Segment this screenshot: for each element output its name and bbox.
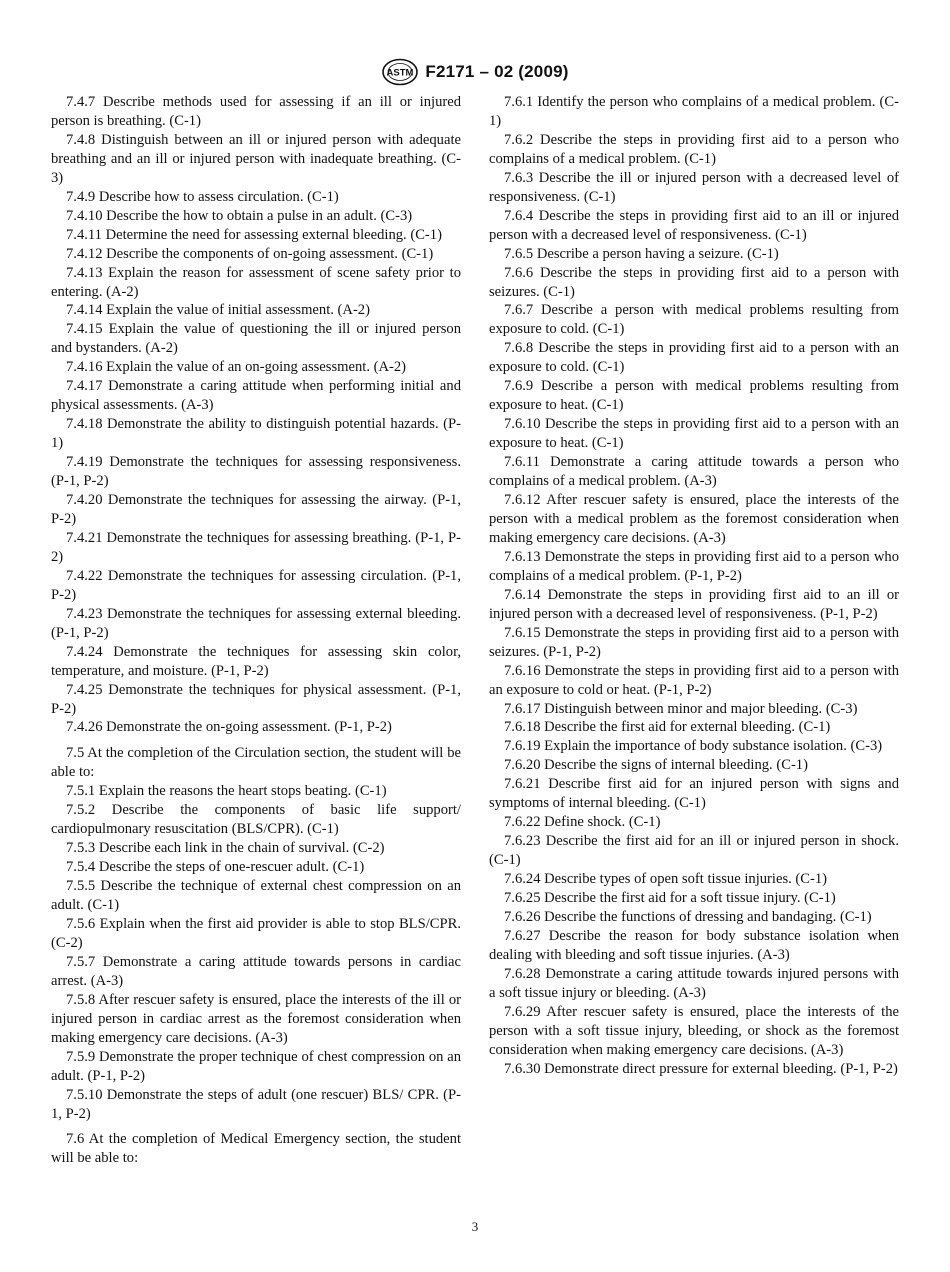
clause-paragraph: 7.6.26 Describe the functions of dressing and bandaging. (C-1) [504, 908, 872, 925]
clause-paragraph: 7.6.29 After rescuer safety is ensured, place the interests of the person with a soft tissue injury, bleeding, or shock as the foremost consideration when making emergency care decisions. (A-3) [489, 1003, 899, 1058]
standard-designation: F2171 – 02 (2009) [425, 62, 569, 81]
clause-paragraph: 7.5.3 Describe each link in the chain of survival. (C-2) [66, 840, 385, 857]
clause-paragraph: 7.5 At the completion of the Circulation section, the student will be able to: [51, 745, 461, 781]
clause-paragraph: 7.4.16 Explain the value of an on-going assessment. (A-2) [66, 359, 407, 376]
clause-paragraph: 7.6.7 Describe a person with medical problems resulting from exposure to cold. (C-1) [489, 302, 899, 338]
clause-paragraph: 7.5.8 After rescuer safety is ensured, place the interests of the ill or injured person in cardiac arrest as the foremost consideration when making emergency care decisions. (A-3) [51, 991, 461, 1046]
clause-paragraph: 7.5.7 Demonstrate a caring attitude towards persons in cardiac arrest. (A-3) [51, 953, 461, 989]
clause-paragraph: 7.4.24 Demonstrate the techniques for assessing skin color, temperature, and moisture. (P-1, P-2) [51, 643, 461, 679]
clause-paragraph: 7.6.30 Demonstrate direct pressure for external bleeding. (P-1, P-2) [504, 1060, 898, 1077]
clause-paragraph: 7.4.23 Demonstrate the techniques for assessing external bleeding. (P-1, P-2) [51, 605, 461, 641]
clause-paragraph: 7.6.4 Describe the steps in providing first aid to an ill or injured person with a decreased level of responsiveness. (C-1) [489, 207, 899, 243]
clause-paragraph: 7.6.1 Identify the person who complains of a medical problem. (C-1) [489, 94, 899, 129]
clause-paragraph: 7.4.7 Describe methods used for assessing if an ill or injured person is breathing. (C-1) [51, 94, 461, 129]
clause-paragraph: 7.6.6 Describe the steps in providing first aid to a person with seizures. (C-1) [489, 264, 899, 300]
clause-paragraph: 7.4.25 Demonstrate the techniques for physical assessment. (P-1, P-2) [51, 681, 461, 717]
clause-paragraph: 7.6.23 Describe the first aid for an ill or injured person in shock. (C-1) [489, 833, 899, 869]
clause-paragraph: 7.4.14 Explain the value of initial assessment. (A-2) [66, 302, 370, 319]
clause-paragraph: 7.4.8 Distinguish between an ill or injured person with adequate breathing and an ill or injured person with inadequate breathing. (C-3) [51, 131, 461, 186]
clause-paragraph: 7.5.2 Describe the components of basic life support/ cardiopulmonary resuscitation (BLS/CPR). (C-1) [51, 802, 461, 838]
clause-paragraph: 7.6.22 Define shock. (C-1) [504, 814, 661, 831]
page-header [0, 56, 950, 88]
clause-paragraph: 7.6.9 Describe a person with medical problems resulting from exposure to heat. (C-1) [489, 378, 899, 414]
astm-logo [381, 58, 419, 86]
clause-paragraph: 7.6.28 Demonstrate a caring attitude towards injured persons with a soft tissue injury or bleeding. (A-3) [489, 965, 899, 1001]
clause-paragraph: 7.6.13 Demonstrate the steps in providing first aid to a person who complains of a medical problem. (P-1, P-2) [489, 548, 899, 584]
clause-paragraph: 7.6.10 Describe the steps in providing first aid to a person with an exposure to heat. (C-1) [489, 416, 899, 452]
clause-paragraph: 7.6.16 Demonstrate the steps in providing first aid to a person with an exposure to cold or heat. (P-1, P-2) [489, 662, 899, 698]
clause-paragraph: 7.4.21 Demonstrate the techniques for assessing breathing. (P-1, P-2) [51, 529, 461, 565]
clause-paragraph: 7.4.20 Demonstrate the techniques for assessing the airway. (P-1, P-2) [51, 492, 461, 527]
clause-paragraph: 7.4.26 Demonstrate the on-going assessment. (P-1, P-2) [66, 719, 392, 736]
clause-paragraph: 7.6.5 Describe a person having a seizure. (C-1) [504, 245, 779, 262]
clause-paragraph: 7.6.20 Describe the signs of internal bleeding. (C-1) [504, 757, 808, 774]
clause-paragraph: 7.4.19 Demonstrate the techniques for assessing responsiveness. (P-1, P-2) [51, 454, 461, 490]
clause-paragraph: 7.4.12 Describe the components of on-going assessment. (C-1) [66, 245, 434, 262]
clause-paragraph: 7.5.4 Describe the steps of one-rescuer adult. (C-1) [66, 859, 365, 876]
clause-paragraph: 7.6.2 Describe the steps in providing first aid to a person who complains of a medical problem. (C-1) [489, 131, 899, 167]
clause-paragraph: 7.4.9 Describe how to assess circulation. (C-1) [66, 188, 339, 205]
page-number: 3 [471, 1219, 479, 1234]
clause-paragraph: 7.4.22 Demonstrate the techniques for assessing circulation. (P-1, P-2) [51, 567, 461, 603]
clause-paragraph: 7.5.5 Describe the technique of external chest compression on an adult. (C-1) [51, 878, 461, 914]
clause-paragraph: 7.6.8 Describe the steps in providing first aid to a person with an exposure to cold. (C-1) [489, 340, 899, 376]
clause-paragraph: 7.4.17 Demonstrate a caring attitude when performing initial and physical assessments. (A-3) [51, 378, 461, 414]
clause-paragraph: 7.4.15 Explain the value of questioning the ill or injured person and bystanders. (A-2) [51, 321, 461, 357]
right-column [489, 93, 899, 1079]
clause-paragraph: 7.4.13 Explain the reason for assessment of scene safety prior to entering. (A-2) [51, 264, 461, 300]
clause-paragraph: 7.6.3 Describe the ill or injured person with a decreased level of responsiveness. (C-1) [489, 169, 899, 205]
clause-paragraph: 7.6.18 Describe the first aid for external bleeding. (C-1) [504, 719, 831, 736]
clause-paragraph: 7.6.17 Distinguish between minor and major bleeding. (C-3) [504, 700, 858, 717]
clause-paragraph: 7.6.19 Explain the importance of body substance isolation. (C-3) [504, 738, 883, 755]
clause-paragraph: 7.5.9 Demonstrate the proper technique of chest compression on an adult. (P-1, P-2) [51, 1048, 461, 1084]
clause-paragraph: 7.4.18 Demonstrate the ability to distinguish potential hazards. (P-1) [51, 416, 461, 452]
clause-paragraph: 7.5.10 Demonstrate the steps of adult (one rescuer) BLS/ CPR. (P-1, P-2) [51, 1086, 461, 1122]
logo-text: ASTM [386, 67, 414, 79]
clause-paragraph: 7.4.11 Determine the need for assessing external bleeding. (C-1) [66, 226, 442, 243]
clause-paragraph: 7.6.15 Demonstrate the steps in providing first aid to a person with seizures. (P-1, P-2) [489, 624, 899, 660]
clause-paragraph: 7.5.1 Explain the reasons the heart stops beating. (C-1) [66, 783, 387, 800]
clause-paragraph: 7.5.6 Explain when the first aid provider is able to stop BLS/CPR. (C-2) [51, 915, 461, 951]
clause-paragraph: 7.6.25 Describe the first aid for a soft tissue injury. (C-1) [504, 890, 836, 907]
clause-paragraph: 7.6.27 Describe the reason for body substance isolation when dealing with bleeding and soft tissue injuries. (A-3) [489, 927, 899, 963]
clause-paragraph: 7.6.12 After rescuer safety is ensured, place the interests of the person with a medical problem as the foremost consideration when making emergency care decisions. (A-3) [489, 492, 899, 546]
clause-paragraph: 7.6.21 Describe first aid for an injured person with signs and symptoms of internal bleeding. (C-1) [489, 776, 899, 812]
left-column [51, 93, 461, 1168]
clause-paragraph: 7.6 At the completion of Medical Emergency section, the student will be able to: [51, 1131, 461, 1167]
clause-paragraph: 7.4.10 Describe the how to obtain a pulse in an adult. (C-3) [66, 207, 413, 224]
clause-paragraph: 7.6.24 Describe types of open soft tissue injuries. (C-1) [504, 871, 828, 888]
clause-paragraph: 7.6.14 Demonstrate the steps in providing first aid to an ill or injured person with a decreased level of responsiveness. (P-1, P-2) [489, 586, 899, 622]
clause-paragraph: 7.6.11 Demonstrate a caring attitude towards a person who complains of a medical problem. (A-3) [489, 454, 899, 490]
